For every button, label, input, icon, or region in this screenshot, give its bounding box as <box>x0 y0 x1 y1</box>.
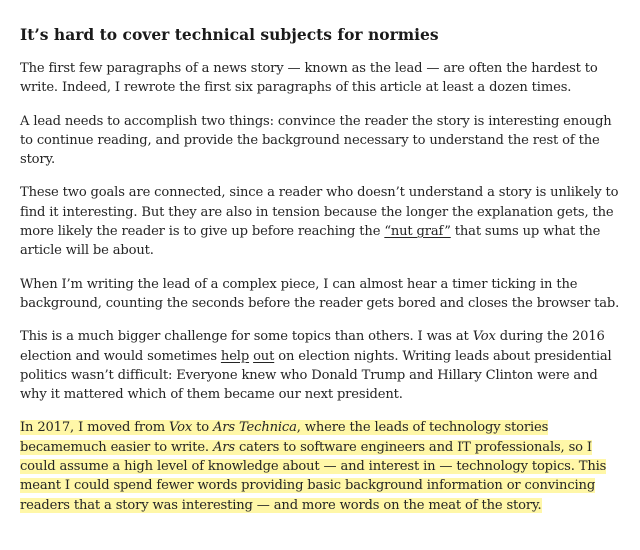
paragraph-6-text-b: to <box>192 420 213 436</box>
paragraph-6-text-c: , where the leads of technology stories becamemuch easier to write. <box>20 420 549 455</box>
paragraph-5-text-b: during the 2016 election and would sometimes <box>20 329 605 364</box>
paragraph-5 <box>20 327 620 404</box>
nut-graf-link[interactable]: “nut graf” <box>384 224 451 240</box>
paragraph-6-text-a: In 2017, I moved from <box>20 420 170 436</box>
paragraph-5-text-c: on election nights. Writing leads about presidential politics wasn’t difficult: Everyone knew who Donald Trump and Hillary Clinton were and why it mattered which of them became our next president. <box>20 348 612 403</box>
highlighted-paragraph <box>20 418 620 514</box>
paragraph-3-text-a: These two goals are connected, since a reader who doesn’t understand a story is unlikely to find it interesting. But they are also in tension because the longer the explanation gets, the more likely the reader is to give up before reaching the <box>20 185 619 240</box>
vox-publication-name: Vox <box>472 329 496 345</box>
ars-technica-publication-name: Ars Technica <box>212 420 297 436</box>
ars-publication-name: Ars <box>212 439 235 455</box>
paragraph-5-text-a: This is a much bigger challenge for some topics than others. I was at <box>20 329 473 345</box>
vox-publication-name-2: Vox <box>169 420 193 436</box>
out-link[interactable]: out <box>253 348 275 364</box>
help-link[interactable]: help <box>220 348 250 364</box>
paragraph-6-text-d: caters to software engineers and IT professionals, so I could assume a high level of knowledge about — and interest in — technology topics. This meant I could spend fewer words providing basic background information or convincing readers that a story was interesting — and more words on the meat of the story. <box>20 439 607 513</box>
highlight-span <box>20 420 606 512</box>
article-body <box>20 24 620 529</box>
paragraph-3-text-b: that sums up what the article will be about. <box>20 224 601 259</box>
paragraph-4: When I’m writing the lead of a complex piece, I can almost hear a timer ticking in the background, counting the seconds before the reader gets bored and closes the browser tab. <box>20 276 620 311</box>
paragraph-2: A lead needs to accomplish two things: convince the reader the story is interesting enough to continue reading, and provide the background necessary to understand the rest of the story. <box>20 113 612 168</box>
section-heading: It’s hard to cover technical subjects for normies <box>20 25 439 44</box>
paragraph-3 <box>20 183 620 260</box>
paragraph-1: The first few paragraphs of a news story — known as the lead — are often the hardest to write. Indeed, I rewrote the first six paragraphs of this article at least a dozen times. <box>20 61 598 96</box>
